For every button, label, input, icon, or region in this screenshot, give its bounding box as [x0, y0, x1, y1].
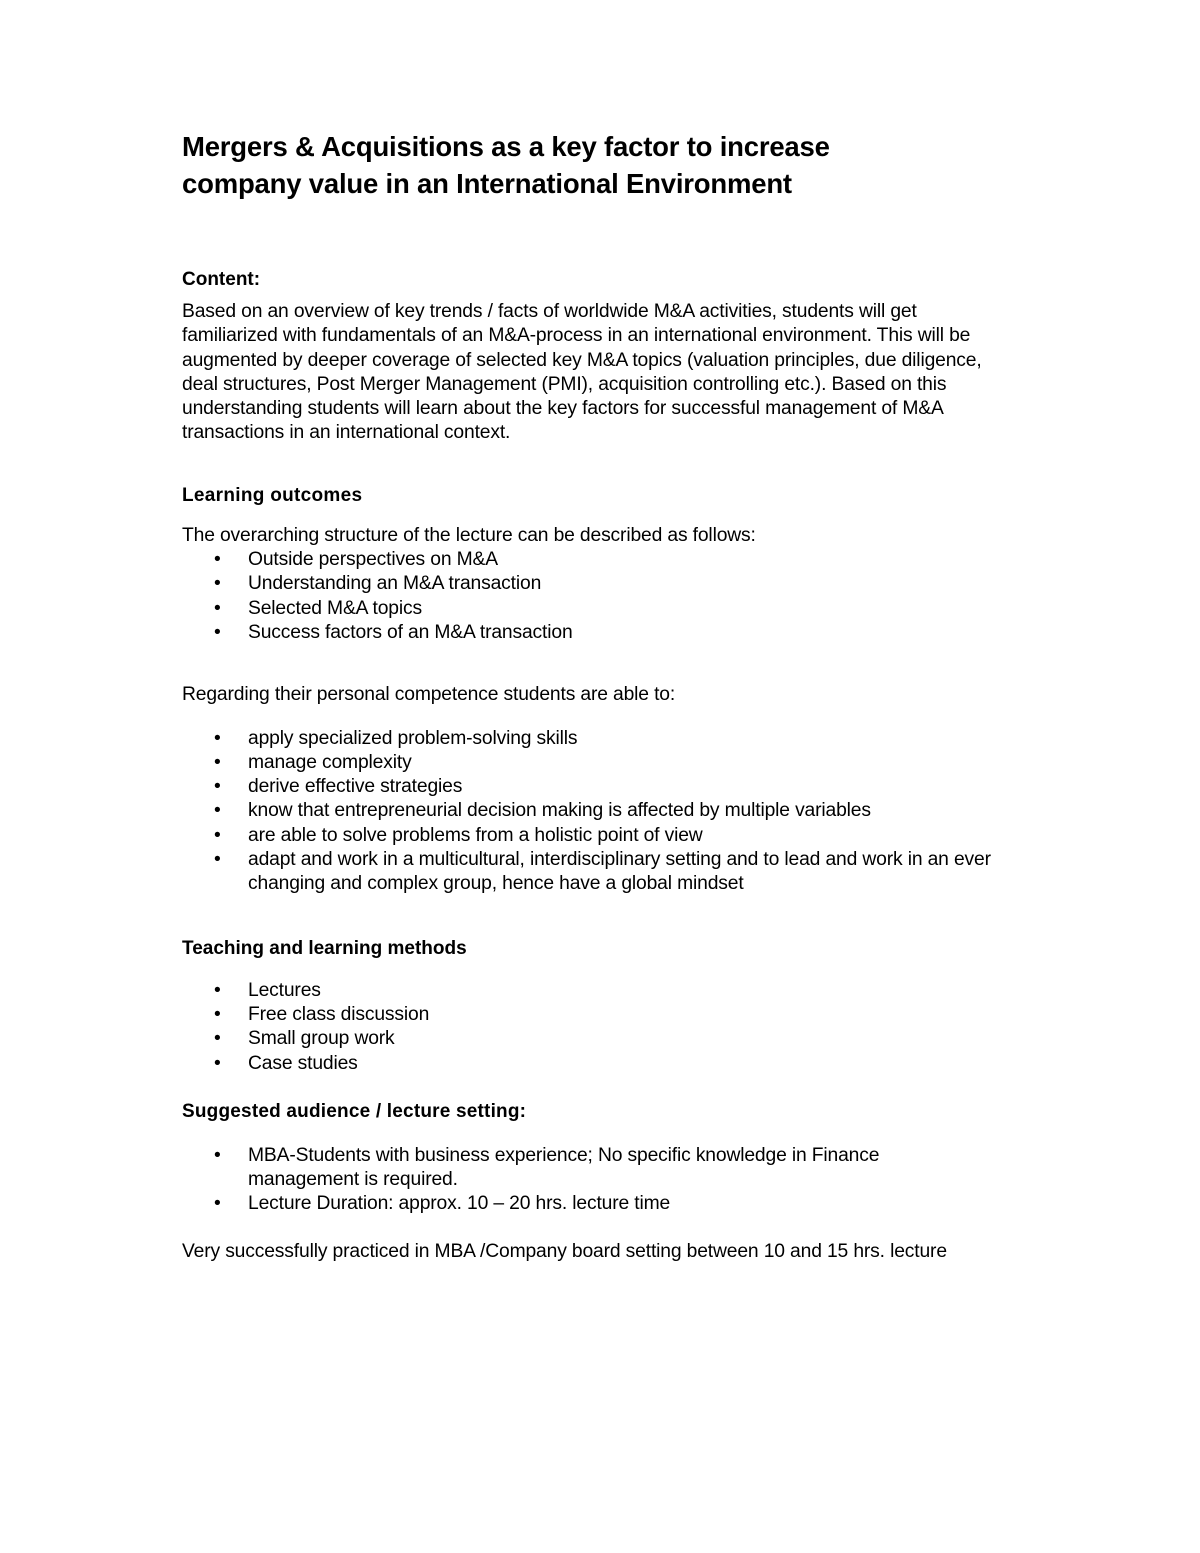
list-item: • Small group work — [182, 1027, 1012, 1051]
list-item: • apply specialized problem-solving skills — [182, 727, 1012, 751]
list-item: • MBA-Students with business experience; No specific knowledge in Finance management is required. — [214, 1144, 880, 1191]
list-item: • Outside perspectives on M&A — [182, 548, 1012, 572]
bullet-icon: • — [214, 549, 221, 571]
list-item: • Lecture Duration: approx. 10 – 20 hrs. lecture time — [182, 1192, 1012, 1216]
content-heading: Content: — [182, 269, 261, 290]
learning-outcomes-heading: Learning outcomes — [182, 484, 363, 506]
list-item: • Understanding an M&A transaction — [182, 572, 1012, 596]
list-item: • Lectures — [182, 979, 1012, 1003]
list-item: • Free class discussion — [182, 1003, 1012, 1027]
closing-paragraph: Very successfully practiced in MBA /Company board setting between 10 and 15 hrs. lecture — [182, 1240, 947, 1262]
bullet-icon: • — [214, 727, 221, 749]
competence-intro: Regarding their personal competence students are able to: — [182, 684, 676, 706]
bullet-icon: • — [214, 597, 221, 619]
bullet-icon: • — [214, 849, 221, 871]
bullet-icon: • — [214, 776, 221, 798]
document-title — [182, 128, 1012, 202]
bullet-icon: • — [214, 573, 221, 595]
bullet-icon: • — [214, 1144, 221, 1166]
title-line-1: Mergers & Acquisitions as a key factor to increase — [182, 131, 830, 162]
competence-list — [182, 727, 1012, 897]
list-item: • know that entrepreneurial decision making is affected by multiple variables — [182, 799, 1012, 823]
structure-list — [182, 548, 1012, 645]
bullet-icon: • — [214, 1052, 221, 1074]
document-page — [182, 128, 1012, 1264]
bullet-icon: • — [214, 1028, 221, 1050]
teaching-methods-heading: Teaching and learning methods — [182, 937, 467, 959]
bullet-icon: • — [214, 824, 221, 846]
teaching-methods-list — [182, 979, 1012, 1076]
bullet-icon: • — [214, 800, 221, 822]
list-item: • Selected M&A topics — [182, 597, 1012, 621]
title-line-2: company value in an International Environment — [182, 168, 792, 199]
list-item: • Success factors of an M&A transaction — [182, 621, 1012, 645]
list-item: • manage complexity — [182, 751, 1012, 775]
content-paragraph: Based on an overview of key trends / facts of worldwide M&A activities, students will get familiarized with fundamentals of an M&A-process in an international environment. This will be augmented by deeper coverage of selected key M&A topics (valuation principles, due diligence, deal structures, Post Merger Management (PMI), acquisition controlling etc.). Based on this understanding students will learn about the key factors for successful management of M&A transactions in an international context. — [182, 301, 982, 444]
list-item: • derive effective strategies — [182, 775, 1012, 799]
audience-list — [182, 1144, 1012, 1217]
bullet-icon: • — [214, 979, 221, 1001]
list-item: • adapt and work in a multicultural, interdisciplinary setting and to lead and work in an ever changing and complex group, hence have a global mindset — [214, 849, 991, 895]
list-item: • are able to solve problems from a holistic point of view — [182, 824, 1012, 848]
learning-outcomes-intro: The overarching structure of the lecture can be described as follows: — [182, 524, 756, 546]
bullet-icon: • — [214, 751, 221, 773]
audience-heading: Suggested audience / lecture setting: — [182, 1100, 527, 1122]
bullet-icon: • — [214, 1193, 221, 1215]
bullet-icon: • — [214, 1003, 221, 1025]
list-item: • Case studies — [182, 1052, 1012, 1076]
bullet-icon: • — [214, 621, 221, 643]
